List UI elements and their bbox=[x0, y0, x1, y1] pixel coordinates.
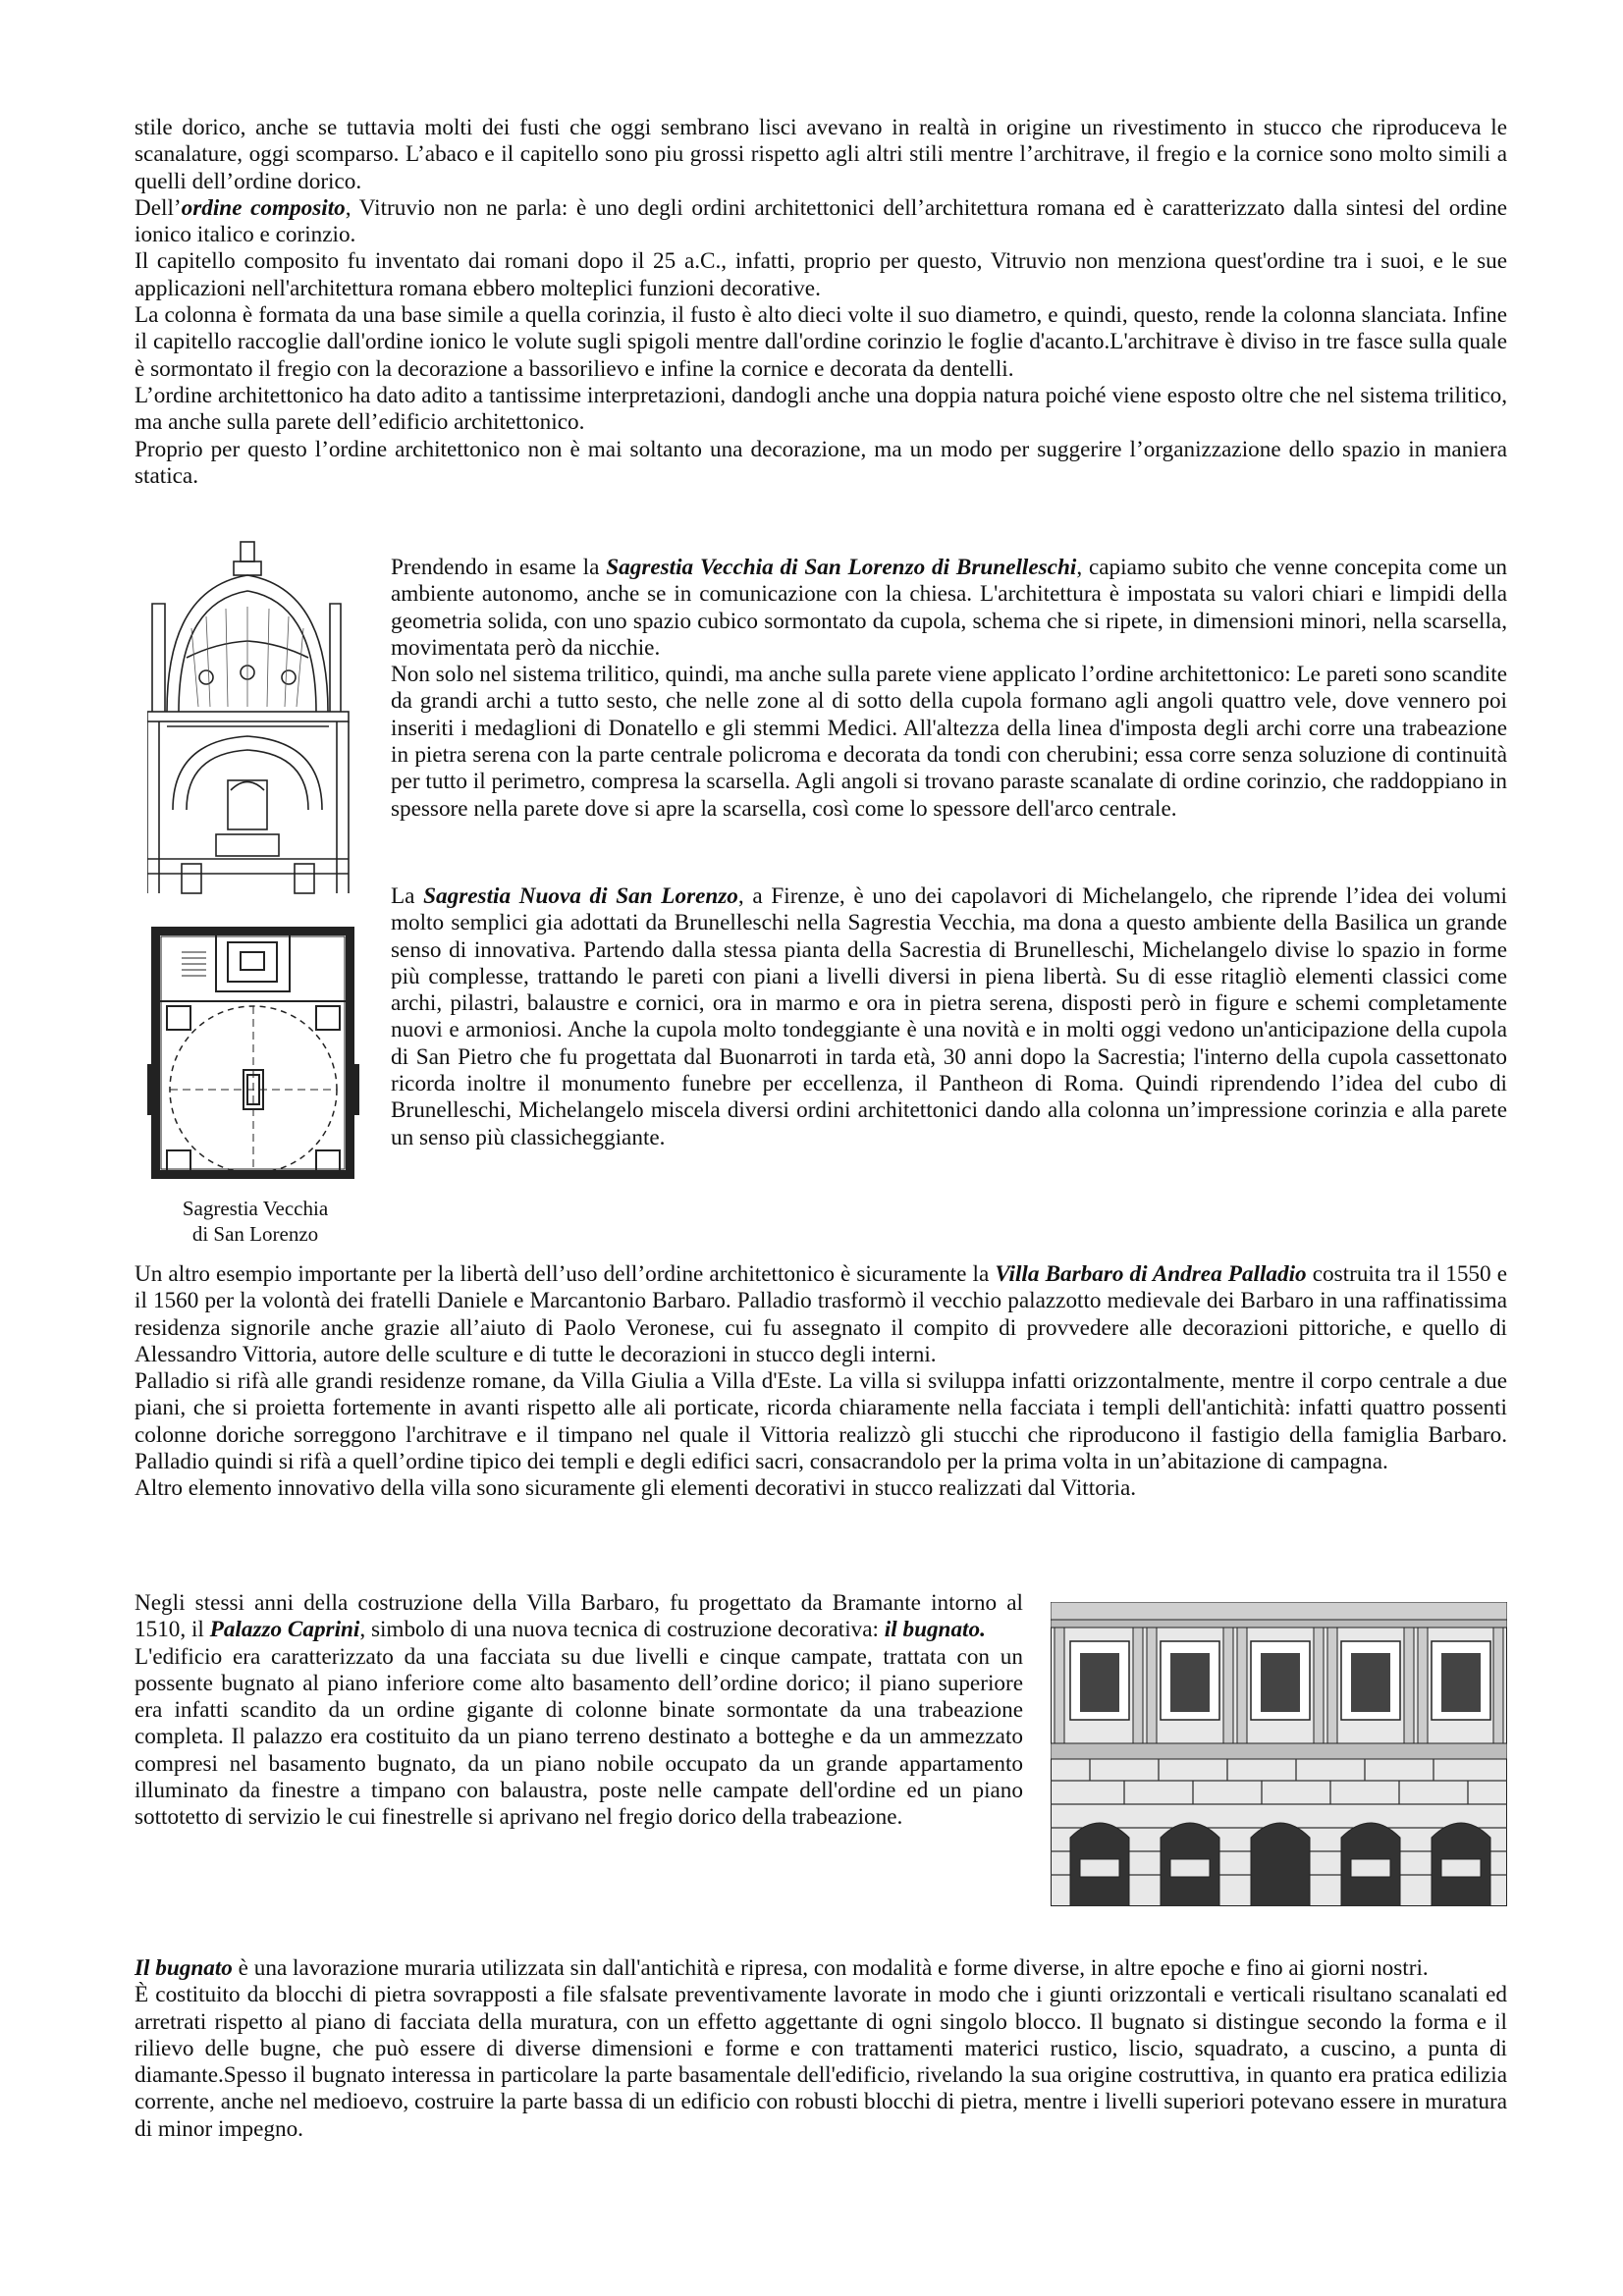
text: Prendendo in esame la bbox=[391, 555, 607, 580]
text: costruita tra il 1550 e il 1560 per la volontà dei fratelli Daniele e Marcantonio Barbaro. Palladio trasformò il vecchio palazzotto medievale dei Barbaro in una raffinatissima residenza signorile anche grazie all’aiuto di Paolo Veronese, cui fu assegnato il compito di provvedere alle decorazioni pittoriche, e quello di Alessandro Vittoria, autore delle sculture e di tutte le decorazioni in stucco degli interni. bbox=[135, 1261, 1507, 1367]
paragraph bbox=[135, 1590, 1023, 1644]
text: La bbox=[391, 883, 424, 909]
paragraph: La colonna è formata da una base simile a quella corinzia, il fusto è alto dieci volte il suo diametro, e quindi, questo, rende la colonna slanciata. Infine il capitello raccoglie dall'ordine ionico le volute sugli spigoli mentre dall'ordine corinzio le foglie d'acanto.L'architrave è diviso in tre fasce sulla quale è sormontato il fregio con la decorazione a bassorilievo e infine la cornice e decorata da dentelli. bbox=[135, 302, 1507, 382]
palazzo-caprini-drawing bbox=[1051, 1602, 1507, 1906]
paragraph: Palladio si rifà alle grandi residenze romane, da Villa Giulia a Villa d'Este. La villa si sviluppa infatti orizzontalmente, mentre il corpo centrale a due piani, che si proietta fortemente in avanti rispetto alle ali porticate, ricorda chiaramente nella facciata i templi dell'antichità: infatti quattro possenti colonne doriche sorreggono l'architrave e il timpano nel quale il Vittoria realizzò gli stucchi che riproducono il fastigio della famiglia Barbaro. Palladio quindi si rifà a quell’ordine tipico dei templi e degli edifici sacri, consacrandolo per la prima volta in un’abitazione di campagna. bbox=[135, 1368, 1507, 1475]
text: è una lavorazione muraria utilizzata sin dall'antichità e ripresa, con modalità e forme diverse, in altre epoche e fino ai giorni nostri. bbox=[232, 1955, 1429, 1981]
term-bugnato: il bugnato. bbox=[884, 1617, 986, 1643]
paragraph: L’ordine architettonico ha dato adito a tantissime interpretazioni, dandogli anche una doppia natura poiché viene esposto oltre che nel sistema trilitico, ma anche sulla parete dell’edificio architettonico. bbox=[135, 382, 1507, 436]
text: , simbolo di una nuova tecnica di costruzione decorativa: bbox=[359, 1617, 885, 1643]
sagrestia-section-drawing bbox=[147, 540, 358, 903]
paragraph: È costituito da blocchi di pietra sovrapposti a file sfalsate preventivamente lavorate in modo che i giunti orizzontali e verticali risultano scanalati ed arretrati rispetto al piano di facciata della muratura, con un effetto aggettante di ogni singolo blocco. Il bugnato si distingue secondo la forma e il rilievo delle bugne, che può essere di diverse dimensioni e forme e con trattamenti materici rustico, liscio, squadrato, a cuscino, a punta di diamante.Spesso il bugnato interessa in particolare la parte basamentale dell'edificio, rivelando la sua origine costruttiva, in quanto era pratica edilizia corrente, anche nel medioevo, costruire la parte bassa di un edificio con robusti blocchi di pietra, mentre i livelli superiori potevano essere in muratura di minor impegno. bbox=[135, 1982, 1507, 2142]
intro-section bbox=[135, 115, 1507, 490]
paragraph: Non solo nel sistema trilitico, quindi, ma anche sulla parete viene applicato l’ordine architettonico: Le pareti sono scandite da grandi archi a tutto sesto, che nelle zone al di sotto della cupola formano agli angoli quattro vele, dove vennero poi inseriti i medaglioni di Donatello e gli stemmi Medici. All'altezza della linea d'imposta degli archi corre una trabeazione in pietra serena con la parte centrale policroma e decorata da tondi con cherubini; essa corre senza soluzione di continuità per tutto il perimetro, compresa la scarsella. Agli angoli si trovano paraste scanalate di ordine corinzio, che raddoppiano in spessore nella parete dove si apre la scarsella, così come lo spessore dell'arco centrale. bbox=[391, 662, 1507, 822]
sagrestia-vecchia-section bbox=[391, 555, 1507, 823]
paragraph bbox=[391, 883, 1507, 1151]
paragraph: stile dorico, anche se tuttavia molti dei fusti che oggi sembrano lisci avevano in realtà in origine un rivestimento in stucco che riproduceva le scanalature, oggi scomparso. L’abaco e il capitello sono piu grossi rispetto agli altri stili mentre l’architrave, il fregio e la cornice sono molto simili a quelli dell’ordine dorico. bbox=[135, 115, 1507, 194]
text: Un altro esempio importante per la libertà dell’uso dell’ordine architettonico è sicuramente la bbox=[135, 1261, 996, 1287]
term-sagrestia-vecchia: Sagrestia Vecchia di San Lorenzo di Brunelleschi bbox=[606, 555, 1077, 580]
palazzo-caprini-section bbox=[135, 1590, 1023, 1832]
caption-line: Sagrestia Vecchia bbox=[182, 1197, 329, 1220]
text: , Vitruvio non ne parla: è uno degli ordini architettonici dell’architettura romana ed è caratterizzato dalla sintesi del ordine ionico italico e corinzio. bbox=[135, 194, 1508, 248]
caption-line: di San Lorenzo bbox=[191, 1222, 319, 1246]
text: , capiamo subito che venne concepita come un ambiente autonomo, anche se in comunicazione con la chiesa. L'architettura è impostata su valori chiari e limpidi della geometria solida, con uno spazio cubico sormontato da cupola, schema che si ripete, in dimensioni minori, nella scarsella, movimentata però da nicchie. bbox=[391, 555, 1507, 661]
paragraph bbox=[135, 1955, 1507, 1982]
term-palazzo-caprini: Palazzo Caprini bbox=[209, 1617, 360, 1643]
term-sagrestia-nuova: Sagrestia Nuova di San Lorenzo bbox=[423, 883, 738, 909]
bugnato-section bbox=[135, 1955, 1507, 2143]
text: Dell’ bbox=[135, 194, 182, 221]
term-ordine-composito: ordine composito bbox=[181, 194, 346, 221]
paragraph bbox=[391, 555, 1507, 662]
sagrestia-plan-drawing bbox=[147, 923, 363, 1188]
villa-barbaro-section bbox=[135, 1261, 1507, 1503]
term-il-bugnato: Il bugnato bbox=[135, 1955, 233, 1981]
paragraph bbox=[135, 1261, 1507, 1368]
paragraph: Altro elemento innovativo della villa sono sicuramente gli elementi decorativi in stucco realizzati dal Vittoria. bbox=[135, 1475, 1137, 1502]
paragraph bbox=[135, 195, 1507, 249]
sagrestia-nuova-section bbox=[391, 883, 1507, 1151]
text: Negli stessi anni della costruzione della Villa Barbaro, fu progettato da Bramante intorno al 1510, il bbox=[135, 1590, 1023, 1643]
paragraph: Proprio per questo l’ordine architettonico non è mai soltanto una decorazione, ma un modo per suggerire l’organizzazione dello spazio in maniera statica. bbox=[135, 436, 1507, 489]
text: , a Firenze, è uno dei capolavori di Michelangelo, che riprende l’idea dei volumi molto semplici gia adottati da Brunelleschi nella Sagrestia Vecchia, ma dona a questo ambiente della Basilica un grande senso di innovativa. Partendo dalla stessa pianta della Sacrestia di Brunelleschi, Michelangelo divise lo spazio in forme più complesse, trattando le pareti con piani a livelli diversi in piena libertà. Su di esse ritagliò elementi classici come archi, pilastri, balaustre e cornici, ora in marmo e ora in pietra serena, disposti però in figure e schemi completamente nuovi e armoniosi. Anche la cupola molto tondeggiante è una novità e in molti oggi vedono un'anticipazione della cupola di San Pietro che fu progettata dal Buonarroti in tarda età, 30 anni dopo la Sacrestia; l'interno della cupola cassettonato ricorda inoltre il monumento funebre per eccellenza, il Pantheon di Roma. Quindi riprendendo l’idea del cubo di Brunelleschi, Michelangelo miscela diversi ordini architettonici dando alla colonna un’impressione corinzia e alla parete un senso più classicheggiante. bbox=[391, 883, 1507, 1150]
figure-caption bbox=[137, 1196, 373, 1247]
term-villa-barbaro: Villa Barbaro di Andrea Palladio bbox=[995, 1261, 1307, 1287]
paragraph: L'edificio era caratterizzato da una facciata su due livelli e cinque campate, trattata con un possente bugnato al piano inferiore come alto basamento dell’ordine dorico; il piano superiore era infatti scandito da un ordine gigante di colonne binate sormontate da una trabeazione completa. Il palazzo era costituito da un piano terreno destinato a botteghe e da un ammezzato compresi nel basamento bugnato, da un piano nobile occupato da un grande appartamento illuminato da finestre a timpano con balaustra, poste nelle campate dell'ordine ed un piano sottotetto di servizio le cui finestrelle si aprivano nel fregio dorico della trabeazione. bbox=[135, 1643, 1023, 1831]
paragraph: Il capitello composito fu inventato dai romani dopo il 25 a.C., infatti, proprio per questo, Vitruvio non menziona quest'ordine tra i suoi, e le sue applicazioni nell'architettura romana ebbero molteplici funzioni decorative. bbox=[135, 248, 1507, 301]
